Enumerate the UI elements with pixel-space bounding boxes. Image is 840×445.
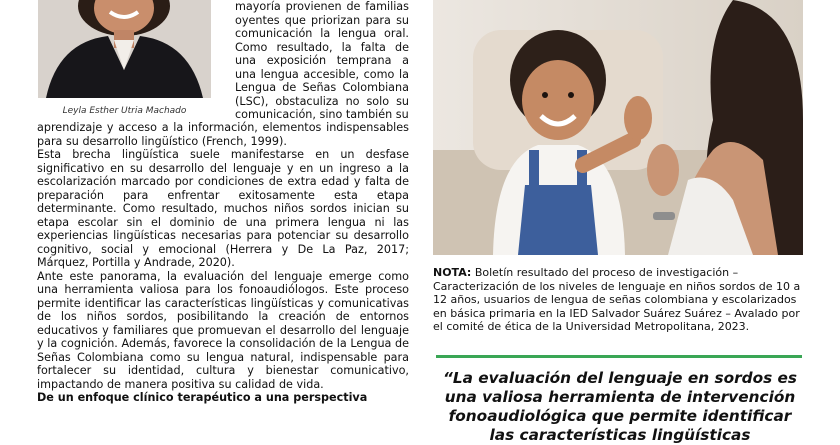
signing-child-photo bbox=[433, 0, 803, 255]
section-heading: De un enfoque clínico terapéutico a una perspectiva bbox=[37, 391, 368, 404]
author-caption: Leyla Esther Utria Machado bbox=[62, 106, 187, 116]
note-text: Boletín resultado del proceso de investigación – Caracterización de los niveles de lenguaje en niños sordos de 10 a 12 años, usuarios de lengua de señas colombiana y escolarizados en básica primaria en la IED Salvador Suárez Suárez – Avalado por el comité de ética de la Universidad Metropolitana, 2023. bbox=[433, 266, 801, 333]
author-photo bbox=[38, 0, 211, 98]
intro-paragraph: mayoría provienen de familias oyentes que priorizan para su comunicación la lengua oral. Como resultado, la falta de una exposición temprana a una lengua accesible, como la Lengua de Señas Colombiana (LSC), obstaculiza no solo su comunicación, sino también su bbox=[235, 0, 409, 121]
photo-note bbox=[433, 266, 805, 334]
quote-divider bbox=[436, 355, 802, 358]
intro-wrap-text bbox=[235, 0, 409, 122]
note-label: NOTA: bbox=[433, 266, 472, 279]
pull-quote: “La evaluación del lenguaje en sordos es una valiosa herramienta de intervención fonoaudiológica que permite identificar las características lingüísticas bbox=[442, 369, 798, 444]
body-text bbox=[37, 121, 409, 405]
paragraph-1-continuation: aprendizaje y acceso a la información, elementos indispensables para su desarrollo lingüístico (French, 1999). bbox=[37, 121, 409, 148]
paragraph-3: Ante este panorama, la evaluación del lenguaje emerge como una herramienta valiosa para los fonoaudiólogos. Este proceso permite identificar las características lingüísticas y comunicativas de los niños sordos, posibilitando la creación de entornos educativos y familiares que promuevan el desarrollo del lenguaje y la cognición. Además, favorece la consolidación de la Lengua de Señas Colombiana como su lengua natural, indispensable para fortalecer su identidad, cultura y bienestar comunicativo, impactando de manera positiva su calidad de vida. bbox=[37, 269, 409, 391]
paragraph-2: Esta brecha lingüística suele manifestarse en un desfase significativo en su desarrollo del lenguaje y en un ingreso a la escolarización marcado por condiciones de extra edad y falta de preparación para enfrentar exitosamente esta etapa determinante. Como resultado, muchos niños sordos inician su etapa escolar sin el dominio de una primera lengua ni las experiencias lingüísticas necesarias para potenciar su desarrollo cognitivo, social y emocional (Herrera y De La Paz, 2017; Márquez, Portilla y Andrade, 2020). bbox=[37, 148, 409, 269]
